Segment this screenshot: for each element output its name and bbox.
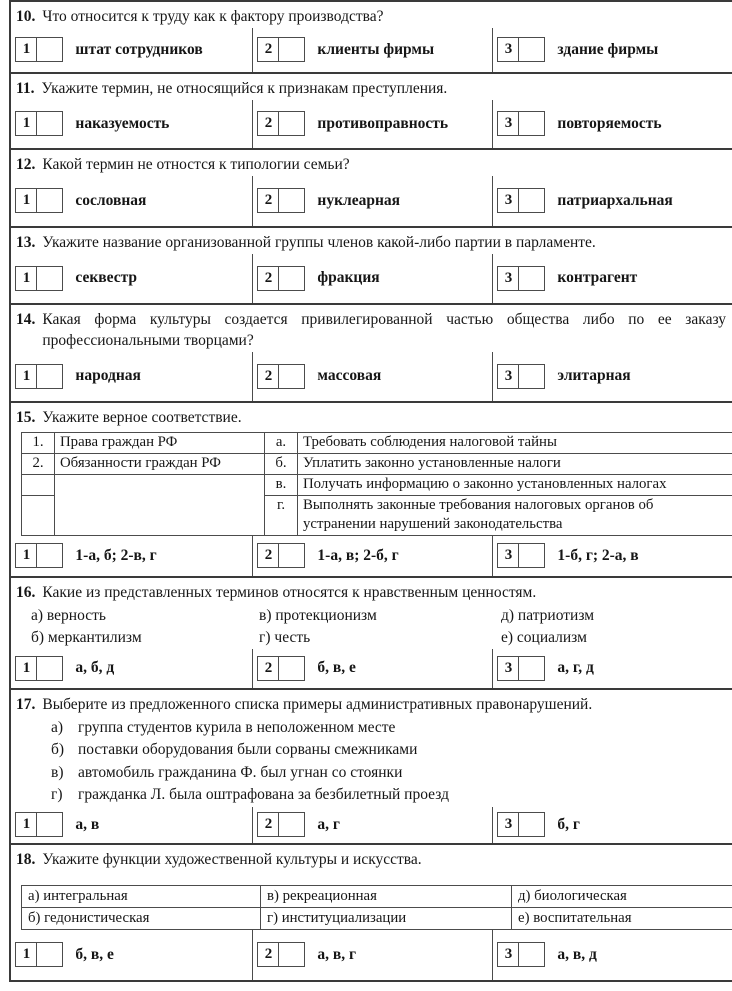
match-right-letter: г. [265,495,298,535]
options-row [11,930,732,980]
match-left-number: 2. [22,453,55,474]
question-text: Укажите верное соответствие. [42,409,242,426]
answer-checkbox[interactable] [518,656,545,681]
option-marker [257,364,305,389]
question-block-17 [11,690,732,845]
option-marker [497,812,545,837]
answer-option [492,807,732,843]
answer-option [11,352,252,401]
option-label: а, б, д [75,659,115,677]
answer-checkbox[interactable] [36,656,63,681]
option-label: фракция [317,269,380,287]
option-number-cell: 1 [15,543,38,568]
term-item: е) социализм [501,628,587,646]
option-label: массовая [317,367,382,385]
match-left-number [22,495,55,535]
question-block-15 [11,403,732,578]
option-label: элитарная [557,367,631,385]
option-marker [15,812,63,837]
answer-checkbox[interactable] [36,37,63,62]
option-number-cell: 1 [15,266,38,291]
term-item: а) верность [31,606,106,624]
option-number-cell: 1 [15,656,38,681]
function-item: д) биологическая [512,885,732,907]
match-left-item: Права граждан РФ [55,432,265,453]
answer-checkbox[interactable] [36,364,63,389]
option-marker [15,266,63,291]
answer-checkbox[interactable] [278,111,305,136]
answer-option [11,536,252,576]
option-label: патриархальная [557,191,673,209]
function-item: а) интегральная [22,885,261,907]
table-row [22,907,732,929]
option-number-cell: 1 [15,37,38,62]
question-header [11,74,732,100]
functions-table [21,885,732,930]
option-marker [497,266,545,291]
answer-option [11,176,252,226]
option-number-cell: 3 [497,266,520,291]
answer-checkbox[interactable] [36,266,63,291]
answer-option [492,352,732,401]
answer-option [252,28,492,72]
answer-checkbox[interactable] [36,812,63,837]
answer-checkbox[interactable] [518,37,545,62]
question-text: Выберите из предложенного списка примеры административных правонарушений. [42,696,593,713]
question-number: 17. [16,696,36,713]
term-item: в) протекционизм [259,606,377,624]
option-marker [15,543,63,568]
option-marker [497,942,545,967]
option-number-cell: 1 [15,111,38,136]
option-marker [257,942,305,967]
option-label: а, г, д [557,659,594,677]
answer-option [492,649,732,688]
function-item: г) институциализации [261,907,512,929]
list-item [51,717,732,740]
table-row [22,474,732,495]
options-row [11,254,732,303]
option-number-cell: 2 [257,942,280,967]
term-item: б) меркантилизм [31,628,142,646]
option-number-cell: 1 [15,364,38,389]
examples-list [11,716,732,807]
option-marker [497,111,545,136]
answer-option [492,930,732,980]
option-number-cell: 2 [257,656,280,681]
option-marker [497,364,545,389]
option-marker [15,656,63,681]
question-block-13 [11,228,732,305]
option-marker [15,364,63,389]
option-label: штат сотрудников [75,40,203,58]
list-item [51,739,732,762]
question-number: 13. [16,234,36,251]
list-item [51,784,732,807]
term-item: д) патриотизм [501,606,595,624]
option-number-cell: 2 [257,543,280,568]
match-right-item: Получать информацию о законно установленных налогах [298,474,732,495]
option-number-cell: 2 [257,37,280,62]
option-marker [257,656,305,681]
answer-checkbox[interactable] [278,942,305,967]
question-header [11,403,732,429]
question-number: 15. [16,409,36,426]
question-number: 10. [16,8,36,25]
terms-list [11,604,732,649]
list-item-marker: б) [51,741,65,759]
function-item: е) воспитательная [512,907,732,929]
question-block-10 [11,2,732,74]
answer-option [252,807,492,843]
answer-checkbox[interactable] [518,111,545,136]
list-item-text: автомобиль гражданина Ф. был угнан со стоянки [78,763,403,781]
answer-checkbox[interactable] [278,266,305,291]
list-item-marker: г) [51,786,63,804]
answer-option [11,930,252,980]
match-right-letter: в. [265,474,298,495]
list-item-text: поставки оборудования были сорваны смежниками [78,741,418,759]
option-marker [257,543,305,568]
question-block-14 [11,305,732,403]
option-label: а, в, д [557,945,597,963]
list-item [51,762,732,785]
option-number-cell: 3 [497,37,520,62]
match-right-letter: а. [265,432,298,453]
match-right-item: Уплатить законно установленные налоги [298,453,732,474]
option-number-cell: 2 [257,266,280,291]
option-marker [15,942,63,967]
question-text: Укажите термин, не относящийся к признакам преступления. [41,80,448,97]
question-header [11,150,732,176]
question-text: Что относится к труду как к фактору производства? [42,8,384,25]
option-label: б, в, е [75,945,114,963]
match-right-letter: б. [265,453,298,474]
option-marker [257,188,305,213]
answer-option [252,176,492,226]
option-number-cell: 2 [257,188,280,213]
table-row [22,453,732,474]
answer-checkbox[interactable] [278,812,305,837]
answer-option [252,649,492,688]
test-sheet [9,0,732,982]
option-number-cell: 3 [497,188,520,213]
question-block-16 [11,578,732,690]
option-number-cell: 3 [497,543,520,568]
list-item-marker: в) [51,763,64,781]
question-number: 18. [16,851,36,868]
question-block-12 [11,150,732,228]
option-marker [15,111,63,136]
list-item-marker: а) [51,718,64,736]
answer-option [252,930,492,980]
answer-option [11,807,252,843]
option-number-cell: 3 [497,656,520,681]
option-label: сословная [75,191,147,209]
answer-checkbox[interactable] [36,942,63,967]
match-left-number: 1. [22,432,55,453]
option-label: противоправность [317,114,449,132]
answer-option [11,28,252,72]
terms-column [492,605,732,649]
question-text: Укажите название организованной группы членов какой-либо партии в парламенте. [42,234,596,251]
option-number-cell: 1 [15,942,38,967]
answer-option [492,100,732,148]
option-number-cell: 1 [15,812,38,837]
option-marker [257,812,305,837]
option-label: 1-а, в; 2-б, г [317,546,399,564]
options-row [11,28,732,72]
option-marker [257,37,305,62]
option-number-cell: 3 [497,111,520,136]
question-header [11,690,732,716]
question-number: 14. [16,311,36,328]
list-item-text: группа студентов курила в неположенном месте [78,718,396,736]
question-header [11,305,732,352]
match-left-number [22,474,55,495]
option-marker [497,543,545,568]
question-number: 11. [16,80,35,97]
option-label: б, в, е [317,659,356,677]
question-block-18 [11,845,732,982]
answer-option [252,254,492,303]
options-row [11,176,732,226]
question-text: Какая форма культуры создается привилегированной частью общества либо по ее заказу профессиональными творцами? [42,311,726,349]
answer-option [492,176,732,226]
option-label: здание фирмы [557,40,659,58]
match-right-item: Требовать соблюдения налоговой тайны [298,432,732,453]
option-marker [15,37,63,62]
options-row [11,100,732,148]
option-marker [15,188,63,213]
list-item-text: гражданка Л. была оштрафована за безбилетный проезд [78,786,449,804]
options-row [11,649,732,688]
option-marker [497,188,545,213]
answer-option [252,100,492,148]
option-label: секвестр [75,269,138,287]
answer-option [11,649,252,688]
option-number-cell: 2 [257,111,280,136]
option-label: а, в, г [317,945,357,963]
answer-option [492,254,732,303]
term-item: г) честь [259,628,311,646]
answer-checkbox[interactable] [36,111,63,136]
options-row [11,536,732,576]
match-left-item [55,474,265,535]
option-number-cell: 3 [497,942,520,967]
option-number-cell: 2 [257,812,280,837]
table-row [22,885,732,907]
option-label: наказуемость [75,114,170,132]
option-number-cell: 1 [15,188,38,213]
answer-checkbox[interactable] [518,942,545,967]
question-header [11,845,732,871]
match-right-item [298,495,732,535]
option-label: 1-а, б; 2-в, г [75,546,157,564]
answer-checkbox[interactable] [518,188,545,213]
match-table [21,432,732,536]
match-left-item: Обязанности граждан РФ [55,453,265,474]
function-item: б) гедонистическая [22,907,261,929]
answer-checkbox[interactable] [36,543,63,568]
answer-option [11,254,252,303]
answer-option [252,352,492,401]
question-header [11,228,732,254]
option-label: б, г [557,815,580,833]
question-header [11,578,732,604]
terms-column [252,605,492,649]
answer-option [11,100,252,148]
option-label: а, г [317,815,340,833]
table-row [22,432,732,453]
question-header [11,2,732,28]
question-block-11 [11,74,732,150]
answer-checkbox[interactable] [518,812,545,837]
option-marker [257,111,305,136]
option-label: нуклеарная [317,191,401,209]
option-label: народная [75,367,141,385]
answer-checkbox[interactable] [278,656,305,681]
answer-checkbox[interactable] [278,364,305,389]
question-text: Какой термин не отностся к типологии семьи? [42,156,350,173]
answer-option [492,536,732,576]
terms-column [11,605,252,649]
answer-option [252,536,492,576]
answer-checkbox[interactable] [278,188,305,213]
answer-option [492,28,732,72]
question-text: Укажите функции художественной культуры и искусства. [42,851,422,868]
option-label: контрагент [557,269,638,287]
options-row [11,352,732,401]
answer-checkbox[interactable] [518,543,545,568]
answer-checkbox[interactable] [278,37,305,62]
option-label: а, в [75,815,100,833]
answer-checkbox[interactable] [278,543,305,568]
option-label: 1-б, г; 2-а, в [557,546,639,564]
option-number-cell: 2 [257,364,280,389]
function-item: в) рекреационная [261,885,512,907]
option-label: повторяемость [557,114,662,132]
option-marker [257,266,305,291]
option-marker [497,37,545,62]
option-label: клиенты фирмы [317,40,435,58]
answer-checkbox[interactable] [518,266,545,291]
options-row [11,807,732,843]
answer-checkbox[interactable] [36,188,63,213]
option-marker [497,656,545,681]
option-number-cell: 3 [497,364,520,389]
question-number: 16. [16,584,36,601]
question-number: 12. [16,156,36,173]
question-text: Какие из представленных терминов относятся к нравственным ценностям. [42,584,537,601]
match-right-item-text: Выполнять законные требования налоговых органов об устранении нарушений законодательства [303,496,654,532]
answer-checkbox[interactable] [518,364,545,389]
option-number-cell: 3 [497,812,520,837]
